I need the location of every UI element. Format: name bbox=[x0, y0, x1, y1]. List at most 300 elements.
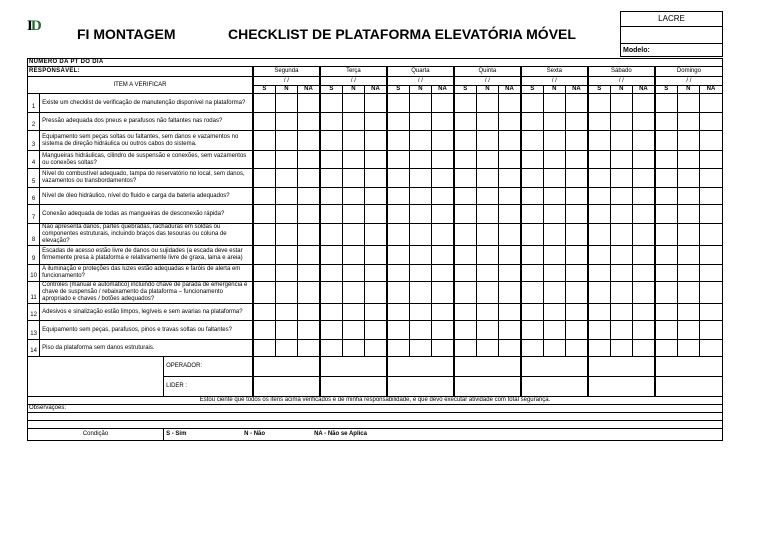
check-cell[interactable] bbox=[432, 151, 454, 169]
check-cell[interactable] bbox=[633, 265, 655, 282]
check-cell[interactable] bbox=[275, 224, 297, 246]
check-cell[interactable] bbox=[342, 113, 364, 131]
check-cell[interactable] bbox=[342, 265, 364, 282]
check-cell[interactable] bbox=[610, 188, 632, 205]
operador-signature-field[interactable] bbox=[454, 357, 521, 377]
check-cell[interactable] bbox=[610, 282, 632, 304]
check-cell[interactable] bbox=[253, 169, 275, 188]
check-cell[interactable] bbox=[543, 131, 565, 151]
check-cell[interactable] bbox=[521, 188, 543, 205]
check-cell[interactable] bbox=[320, 151, 342, 169]
check-cell[interactable] bbox=[633, 169, 655, 188]
date-field-5[interactable]: / / bbox=[588, 77, 655, 86]
check-cell[interactable] bbox=[387, 246, 409, 265]
check-cell[interactable] bbox=[253, 224, 275, 246]
check-cell[interactable] bbox=[409, 205, 431, 224]
check-cell[interactable] bbox=[298, 169, 320, 188]
check-cell[interactable] bbox=[499, 131, 521, 151]
check-cell[interactable] bbox=[432, 188, 454, 205]
check-cell[interactable] bbox=[566, 340, 588, 357]
check-cell[interactable] bbox=[677, 113, 699, 131]
check-cell[interactable] bbox=[454, 321, 476, 340]
check-cell[interactable] bbox=[387, 224, 409, 246]
check-cell[interactable] bbox=[655, 188, 677, 205]
check-cell[interactable] bbox=[588, 224, 610, 246]
check-cell[interactable] bbox=[499, 151, 521, 169]
check-cell[interactable] bbox=[610, 205, 632, 224]
observacoes-field[interactable] bbox=[28, 421, 723, 429]
lider-signature-field[interactable] bbox=[655, 377, 723, 397]
check-cell[interactable] bbox=[633, 205, 655, 224]
check-cell[interactable] bbox=[610, 169, 632, 188]
check-cell[interactable] bbox=[275, 265, 297, 282]
date-field-3[interactable]: / / bbox=[454, 77, 521, 86]
check-cell[interactable] bbox=[521, 246, 543, 265]
check-cell[interactable] bbox=[699, 94, 722, 113]
check-cell[interactable] bbox=[454, 224, 476, 246]
check-cell[interactable] bbox=[275, 151, 297, 169]
check-cell[interactable] bbox=[610, 304, 632, 321]
check-cell[interactable] bbox=[476, 304, 498, 321]
check-cell[interactable] bbox=[633, 224, 655, 246]
check-cell[interactable] bbox=[588, 205, 610, 224]
check-cell[interactable] bbox=[454, 151, 476, 169]
check-cell[interactable] bbox=[566, 265, 588, 282]
check-cell[interactable] bbox=[476, 169, 498, 188]
check-cell[interactable] bbox=[677, 131, 699, 151]
check-cell[interactable] bbox=[409, 151, 431, 169]
check-cell[interactable] bbox=[655, 224, 677, 246]
check-cell[interactable] bbox=[342, 151, 364, 169]
check-cell[interactable] bbox=[476, 265, 498, 282]
check-cell[interactable] bbox=[320, 205, 342, 224]
check-cell[interactable] bbox=[588, 282, 610, 304]
check-cell[interactable] bbox=[588, 131, 610, 151]
check-cell[interactable] bbox=[610, 113, 632, 131]
check-cell[interactable] bbox=[655, 304, 677, 321]
check-cell[interactable] bbox=[320, 224, 342, 246]
check-cell[interactable] bbox=[454, 265, 476, 282]
check-cell[interactable] bbox=[298, 151, 320, 169]
check-cell[interactable] bbox=[588, 304, 610, 321]
check-cell[interactable] bbox=[677, 246, 699, 265]
check-cell[interactable] bbox=[699, 340, 722, 357]
check-cell[interactable] bbox=[275, 246, 297, 265]
check-cell[interactable] bbox=[298, 246, 320, 265]
check-cell[interactable] bbox=[499, 265, 521, 282]
lider-signature-field[interactable] bbox=[253, 377, 320, 397]
check-cell[interactable] bbox=[454, 169, 476, 188]
check-cell[interactable] bbox=[699, 304, 722, 321]
check-cell[interactable] bbox=[342, 246, 364, 265]
check-cell[interactable] bbox=[432, 265, 454, 282]
check-cell[interactable] bbox=[275, 94, 297, 113]
check-cell[interactable] bbox=[521, 205, 543, 224]
check-cell[interactable] bbox=[476, 94, 498, 113]
check-cell[interactable] bbox=[432, 282, 454, 304]
check-cell[interactable] bbox=[409, 340, 431, 357]
check-cell[interactable] bbox=[655, 94, 677, 113]
check-cell[interactable] bbox=[655, 265, 677, 282]
check-cell[interactable] bbox=[677, 265, 699, 282]
check-cell[interactable] bbox=[387, 321, 409, 340]
check-cell[interactable] bbox=[275, 340, 297, 357]
date-field-4[interactable]: / / bbox=[521, 77, 588, 86]
check-cell[interactable] bbox=[409, 265, 431, 282]
check-cell[interactable] bbox=[677, 304, 699, 321]
check-cell[interactable] bbox=[432, 169, 454, 188]
date-field-6[interactable]: / / bbox=[655, 77, 723, 86]
check-cell[interactable] bbox=[699, 282, 722, 304]
lider-signature-field[interactable] bbox=[320, 377, 387, 397]
check-cell[interactable] bbox=[454, 113, 476, 131]
check-cell[interactable] bbox=[543, 94, 565, 113]
check-cell[interactable] bbox=[677, 169, 699, 188]
check-cell[interactable] bbox=[476, 205, 498, 224]
check-cell[interactable] bbox=[588, 265, 610, 282]
check-cell[interactable] bbox=[387, 169, 409, 188]
check-cell[interactable] bbox=[566, 246, 588, 265]
check-cell[interactable] bbox=[521, 321, 543, 340]
check-cell[interactable] bbox=[253, 131, 275, 151]
check-cell[interactable] bbox=[677, 224, 699, 246]
check-cell[interactable] bbox=[655, 131, 677, 151]
check-cell[interactable] bbox=[543, 304, 565, 321]
check-cell[interactable] bbox=[298, 131, 320, 151]
check-cell[interactable] bbox=[476, 282, 498, 304]
operador-signature-field[interactable] bbox=[588, 357, 655, 377]
check-cell[interactable] bbox=[298, 224, 320, 246]
check-cell[interactable] bbox=[499, 224, 521, 246]
check-cell[interactable] bbox=[633, 282, 655, 304]
check-cell[interactable] bbox=[633, 113, 655, 131]
check-cell[interactable] bbox=[275, 321, 297, 340]
check-cell[interactable] bbox=[275, 205, 297, 224]
date-field-1[interactable]: / / bbox=[320, 77, 387, 86]
check-cell[interactable] bbox=[588, 169, 610, 188]
check-cell[interactable] bbox=[432, 304, 454, 321]
check-cell[interactable] bbox=[655, 205, 677, 224]
check-cell[interactable] bbox=[298, 265, 320, 282]
check-cell[interactable] bbox=[566, 113, 588, 131]
check-cell[interactable] bbox=[499, 304, 521, 321]
check-cell[interactable] bbox=[655, 340, 677, 357]
check-cell[interactable] bbox=[409, 94, 431, 113]
check-cell[interactable] bbox=[699, 246, 722, 265]
operador-signature-field[interactable] bbox=[655, 357, 723, 377]
check-cell[interactable] bbox=[387, 205, 409, 224]
check-cell[interactable] bbox=[365, 151, 387, 169]
check-cell[interactable] bbox=[677, 321, 699, 340]
check-cell[interactable] bbox=[320, 169, 342, 188]
check-cell[interactable] bbox=[476, 340, 498, 357]
check-cell[interactable] bbox=[566, 169, 588, 188]
check-cell[interactable] bbox=[320, 340, 342, 357]
check-cell[interactable] bbox=[699, 188, 722, 205]
date-field-2[interactable]: / / bbox=[387, 77, 454, 86]
check-cell[interactable] bbox=[543, 340, 565, 357]
check-cell[interactable] bbox=[275, 304, 297, 321]
check-cell[interactable] bbox=[365, 246, 387, 265]
check-cell[interactable] bbox=[521, 304, 543, 321]
check-cell[interactable] bbox=[610, 246, 632, 265]
check-cell[interactable] bbox=[499, 188, 521, 205]
check-cell[interactable] bbox=[432, 224, 454, 246]
check-cell[interactable] bbox=[543, 282, 565, 304]
check-cell[interactable] bbox=[566, 321, 588, 340]
check-cell[interactable] bbox=[521, 169, 543, 188]
check-cell[interactable] bbox=[409, 304, 431, 321]
check-cell[interactable] bbox=[432, 113, 454, 131]
check-cell[interactable] bbox=[365, 265, 387, 282]
check-cell[interactable] bbox=[298, 113, 320, 131]
check-cell[interactable] bbox=[387, 304, 409, 321]
check-cell[interactable] bbox=[610, 151, 632, 169]
date-field-0[interactable]: / / bbox=[253, 77, 320, 86]
check-cell[interactable] bbox=[387, 131, 409, 151]
check-cell[interactable] bbox=[365, 169, 387, 188]
check-cell[interactable] bbox=[699, 169, 722, 188]
check-cell[interactable] bbox=[454, 205, 476, 224]
check-cell[interactable] bbox=[499, 321, 521, 340]
check-cell[interactable] bbox=[253, 151, 275, 169]
check-cell[interactable] bbox=[543, 151, 565, 169]
check-cell[interactable] bbox=[409, 131, 431, 151]
check-cell[interactable] bbox=[387, 188, 409, 205]
operador-signature-field[interactable] bbox=[253, 357, 320, 377]
check-cell[interactable] bbox=[521, 131, 543, 151]
check-cell[interactable] bbox=[409, 169, 431, 188]
check-cell[interactable] bbox=[543, 169, 565, 188]
check-cell[interactable] bbox=[298, 205, 320, 224]
check-cell[interactable] bbox=[275, 188, 297, 205]
check-cell[interactable] bbox=[432, 205, 454, 224]
check-cell[interactable] bbox=[543, 113, 565, 131]
check-cell[interactable] bbox=[253, 188, 275, 205]
check-cell[interactable] bbox=[253, 304, 275, 321]
check-cell[interactable] bbox=[365, 188, 387, 205]
check-cell[interactable] bbox=[365, 205, 387, 224]
check-cell[interactable] bbox=[499, 94, 521, 113]
check-cell[interactable] bbox=[387, 151, 409, 169]
check-cell[interactable] bbox=[365, 340, 387, 357]
check-cell[interactable] bbox=[699, 113, 722, 131]
check-cell[interactable] bbox=[677, 151, 699, 169]
check-cell[interactable] bbox=[298, 282, 320, 304]
lider-signature-field[interactable] bbox=[521, 377, 588, 397]
check-cell[interactable] bbox=[588, 340, 610, 357]
check-cell[interactable] bbox=[298, 188, 320, 205]
check-cell[interactable] bbox=[320, 321, 342, 340]
check-cell[interactable] bbox=[342, 131, 364, 151]
lider-signature-field[interactable] bbox=[387, 377, 454, 397]
check-cell[interactable] bbox=[476, 113, 498, 131]
check-cell[interactable] bbox=[699, 131, 722, 151]
check-cell[interactable] bbox=[566, 94, 588, 113]
check-cell[interactable] bbox=[521, 94, 543, 113]
check-cell[interactable] bbox=[454, 131, 476, 151]
check-cell[interactable] bbox=[454, 188, 476, 205]
check-cell[interactable] bbox=[633, 131, 655, 151]
check-cell[interactable] bbox=[499, 169, 521, 188]
check-cell[interactable] bbox=[365, 304, 387, 321]
check-cell[interactable] bbox=[320, 188, 342, 205]
check-cell[interactable] bbox=[566, 131, 588, 151]
check-cell[interactable] bbox=[476, 131, 498, 151]
check-cell[interactable] bbox=[677, 205, 699, 224]
lider-signature-field[interactable] bbox=[588, 377, 655, 397]
check-cell[interactable] bbox=[633, 340, 655, 357]
operador-signature-field[interactable] bbox=[521, 357, 588, 377]
check-cell[interactable] bbox=[342, 188, 364, 205]
check-cell[interactable] bbox=[543, 224, 565, 246]
check-cell[interactable] bbox=[566, 224, 588, 246]
check-cell[interactable] bbox=[253, 282, 275, 304]
check-cell[interactable] bbox=[432, 321, 454, 340]
check-cell[interactable] bbox=[543, 205, 565, 224]
check-cell[interactable] bbox=[432, 246, 454, 265]
check-cell[interactable] bbox=[432, 340, 454, 357]
check-cell[interactable] bbox=[655, 151, 677, 169]
check-cell[interactable] bbox=[610, 94, 632, 113]
check-cell[interactable] bbox=[409, 321, 431, 340]
check-cell[interactable] bbox=[677, 188, 699, 205]
check-cell[interactable] bbox=[566, 304, 588, 321]
check-cell[interactable] bbox=[298, 94, 320, 113]
check-cell[interactable] bbox=[454, 340, 476, 357]
check-cell[interactable] bbox=[454, 94, 476, 113]
check-cell[interactable] bbox=[387, 94, 409, 113]
check-cell[interactable] bbox=[588, 246, 610, 265]
check-cell[interactable] bbox=[454, 282, 476, 304]
check-cell[interactable] bbox=[342, 169, 364, 188]
check-cell[interactable] bbox=[633, 94, 655, 113]
check-cell[interactable] bbox=[253, 265, 275, 282]
check-cell[interactable] bbox=[699, 205, 722, 224]
operador-signature-field[interactable] bbox=[387, 357, 454, 377]
check-cell[interactable] bbox=[365, 131, 387, 151]
check-cell[interactable] bbox=[409, 113, 431, 131]
check-cell[interactable] bbox=[543, 246, 565, 265]
check-cell[interactable] bbox=[633, 321, 655, 340]
check-cell[interactable] bbox=[476, 224, 498, 246]
check-cell[interactable] bbox=[588, 188, 610, 205]
check-cell[interactable] bbox=[342, 224, 364, 246]
check-cell[interactable] bbox=[521, 282, 543, 304]
check-cell[interactable] bbox=[253, 321, 275, 340]
check-cell[interactable] bbox=[588, 151, 610, 169]
check-cell[interactable] bbox=[320, 246, 342, 265]
check-cell[interactable] bbox=[365, 224, 387, 246]
check-cell[interactable] bbox=[499, 340, 521, 357]
operador-signature-field[interactable] bbox=[320, 357, 387, 377]
check-cell[interactable] bbox=[320, 282, 342, 304]
check-cell[interactable] bbox=[320, 131, 342, 151]
check-cell[interactable] bbox=[476, 151, 498, 169]
check-cell[interactable] bbox=[499, 113, 521, 131]
check-cell[interactable] bbox=[387, 265, 409, 282]
observacoes-field[interactable] bbox=[28, 413, 723, 421]
check-cell[interactable] bbox=[275, 113, 297, 131]
lacre-field[interactable] bbox=[621, 27, 722, 44]
check-cell[interactable] bbox=[655, 113, 677, 131]
check-cell[interactable] bbox=[342, 205, 364, 224]
check-cell[interactable] bbox=[699, 321, 722, 340]
check-cell[interactable] bbox=[633, 304, 655, 321]
check-cell[interactable] bbox=[253, 340, 275, 357]
check-cell[interactable] bbox=[253, 113, 275, 131]
check-cell[interactable] bbox=[588, 94, 610, 113]
check-cell[interactable] bbox=[677, 282, 699, 304]
check-cell[interactable] bbox=[275, 131, 297, 151]
check-cell[interactable] bbox=[543, 321, 565, 340]
check-cell[interactable] bbox=[476, 246, 498, 265]
check-cell[interactable] bbox=[588, 321, 610, 340]
check-cell[interactable] bbox=[521, 265, 543, 282]
check-cell[interactable] bbox=[521, 151, 543, 169]
check-cell[interactable] bbox=[566, 188, 588, 205]
check-cell[interactable] bbox=[275, 169, 297, 188]
check-cell[interactable] bbox=[633, 151, 655, 169]
check-cell[interactable] bbox=[655, 169, 677, 188]
check-cell[interactable] bbox=[655, 282, 677, 304]
check-cell[interactable] bbox=[275, 282, 297, 304]
check-cell[interactable] bbox=[610, 224, 632, 246]
check-cell[interactable] bbox=[521, 113, 543, 131]
check-cell[interactable] bbox=[320, 94, 342, 113]
check-cell[interactable] bbox=[432, 131, 454, 151]
check-cell[interactable] bbox=[543, 265, 565, 282]
check-cell[interactable] bbox=[655, 321, 677, 340]
check-cell[interactable] bbox=[365, 282, 387, 304]
check-cell[interactable] bbox=[387, 113, 409, 131]
check-cell[interactable] bbox=[342, 94, 364, 113]
check-cell[interactable] bbox=[655, 246, 677, 265]
check-cell[interactable] bbox=[499, 246, 521, 265]
check-cell[interactable] bbox=[499, 282, 521, 304]
check-cell[interactable] bbox=[409, 188, 431, 205]
check-cell[interactable] bbox=[298, 321, 320, 340]
check-cell[interactable] bbox=[320, 304, 342, 321]
check-cell[interactable] bbox=[543, 188, 565, 205]
check-cell[interactable] bbox=[476, 188, 498, 205]
check-cell[interactable] bbox=[454, 304, 476, 321]
check-cell[interactable] bbox=[365, 321, 387, 340]
check-cell[interactable] bbox=[566, 282, 588, 304]
check-cell[interactable] bbox=[342, 340, 364, 357]
check-cell[interactable] bbox=[320, 113, 342, 131]
check-cell[interactable] bbox=[432, 94, 454, 113]
check-cell[interactable] bbox=[476, 321, 498, 340]
check-cell[interactable] bbox=[253, 205, 275, 224]
check-cell[interactable] bbox=[521, 224, 543, 246]
check-cell[interactable] bbox=[566, 151, 588, 169]
check-cell[interactable] bbox=[521, 340, 543, 357]
check-cell[interactable] bbox=[409, 224, 431, 246]
check-cell[interactable] bbox=[633, 188, 655, 205]
check-cell[interactable] bbox=[610, 340, 632, 357]
check-cell[interactable] bbox=[588, 113, 610, 131]
check-cell[interactable] bbox=[409, 282, 431, 304]
check-cell[interactable] bbox=[320, 265, 342, 282]
check-cell[interactable] bbox=[387, 282, 409, 304]
check-cell[interactable] bbox=[633, 246, 655, 265]
check-cell[interactable] bbox=[298, 340, 320, 357]
check-cell[interactable] bbox=[677, 340, 699, 357]
check-cell[interactable] bbox=[499, 205, 521, 224]
check-cell[interactable] bbox=[365, 94, 387, 113]
check-cell[interactable] bbox=[365, 113, 387, 131]
